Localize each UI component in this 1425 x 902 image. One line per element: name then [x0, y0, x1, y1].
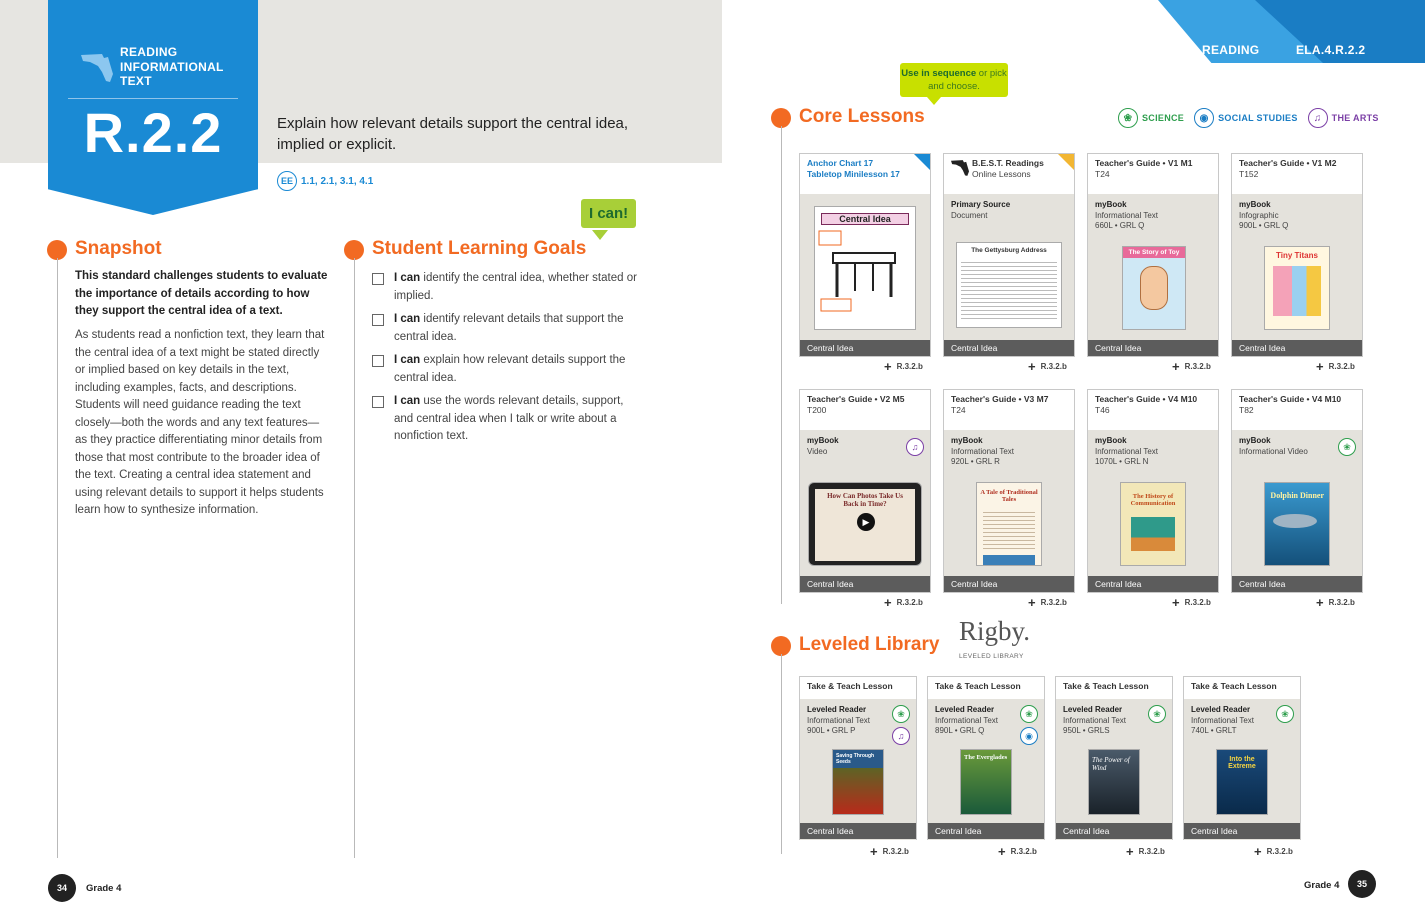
- core-title: Core Lessons: [799, 106, 925, 127]
- legend-arts: ♫ THE ARTS: [1308, 108, 1379, 128]
- card-body: Leveled Reader Informational Text 890L • GRL Q ❀ ◉ The Everglades: [928, 699, 1044, 840]
- card-body: Leveled Reader Informational Text 740L • GRLT ❀ Into the Extreme: [1184, 699, 1300, 840]
- card-title: Teacher's Guide • V4 M10: [1239, 394, 1342, 404]
- page-number: 35: [1348, 870, 1376, 898]
- science-icon: ❀: [1118, 108, 1138, 128]
- card-title: Take & Teach Lesson: [1191, 681, 1277, 691]
- book-thumbnail: A Tale of Traditional Tales: [976, 482, 1042, 566]
- book-thumbnail: Saving Through Seeds: [832, 749, 884, 815]
- card-title: Teacher's Guide • V1 M2: [1239, 158, 1337, 168]
- book-thumbnail: The History of Communication: [1120, 482, 1186, 566]
- grade-label: Grade 4: [1304, 880, 1340, 891]
- anchor-chart-thumbnail: Central Idea: [814, 206, 916, 330]
- card-body: [800, 194, 930, 341]
- card-body: myBook Informational Text 920L • GRL R A Tale of Traditional Tales: [944, 430, 1074, 577]
- document-thumbnail: The Gettysburg Address: [956, 242, 1062, 328]
- sequence-tip: Use in sequence or pick and choose.: [900, 63, 1008, 97]
- book-thumbnail: The Power of Wind: [1088, 749, 1140, 815]
- card-subtitle: Online Lessons: [972, 169, 1031, 179]
- goal-checkbox[interactable]: [372, 355, 384, 367]
- goals-list: [372, 270, 637, 446]
- card-standard: + R.3.2.b: [884, 595, 923, 610]
- snapshot-title: Snapshot: [75, 238, 162, 259]
- card-skill: Central Idea: [1232, 576, 1362, 592]
- arts-icon: ♫: [906, 438, 924, 456]
- card-standard: + R.3.2.b: [870, 844, 909, 859]
- card-skill: Central Idea: [800, 340, 930, 356]
- goal-text: I can identify relevant details that support the central idea.: [394, 313, 624, 343]
- sequence-tip-tail: [927, 97, 941, 105]
- i-can-badge-tail: [592, 230, 608, 240]
- card-title: Teacher's Guide • V1 M1: [1095, 158, 1193, 168]
- card-title: Teacher's Guide • V3 M7: [951, 394, 1049, 404]
- ee-badge: EE: [277, 171, 297, 191]
- card-title: Anchor Chart 17: [807, 158, 874, 168]
- card-standard: + R.3.2.b: [1028, 595, 1067, 610]
- science-icon: ❀: [1020, 705, 1038, 723]
- card-skill: Central Idea: [1184, 823, 1300, 839]
- lesson-card[interactable]: [1231, 389, 1363, 593]
- lesson-card[interactable]: [1087, 153, 1219, 357]
- lesson-card[interactable]: [1231, 153, 1363, 357]
- card-subtitle: T200: [807, 405, 827, 415]
- social-studies-icon: ◉: [1020, 727, 1038, 745]
- rigby-logo: Rigby.: [959, 616, 1031, 646]
- card-body: Leveled Reader Informational Text 900L • GRL P ❀ ♫ Saving Through Seeds: [800, 699, 916, 840]
- goal-checkbox[interactable]: [372, 396, 384, 408]
- leveled-card[interactable]: [927, 676, 1045, 840]
- leveled-title: Leveled Library: [799, 634, 940, 655]
- card-standard: + R.3.2.b: [884, 359, 923, 374]
- science-icon: ❀: [1276, 705, 1294, 723]
- card-skill: Central Idea: [944, 576, 1074, 592]
- goal-item: [372, 393, 637, 446]
- florida-map-icon: [950, 159, 970, 177]
- goal-text: I can use the words relevant details, support, and central idea when I talk or write about a nonfiction text.: [394, 395, 624, 442]
- ee-refs: 1.1, 2.1, 3.1, 4.1: [301, 175, 374, 187]
- card-subtitle: T152: [1239, 169, 1259, 179]
- card-title: Teacher's Guide • V4 M10: [1095, 394, 1198, 404]
- snapshot-rule: [57, 258, 58, 858]
- snapshot-body: As students read a nonfiction text, they learn that the central idea of a text might be stated directly or implied based on key details in the text, including examples, facts, and descriptions. Students will need guidance reading the text closely—both the words and any text features—as they practice differentiating minor details from those that most contribute to the broader idea of the text. Creating a central idea statement and using relevant details to support it helps students learn how to synthesize information.: [75, 329, 325, 516]
- leveled-rule: [781, 654, 782, 854]
- card-skill: Central Idea: [1088, 576, 1218, 592]
- goals-rule: [354, 258, 355, 858]
- lesson-card[interactable]: [943, 153, 1075, 357]
- play-icon[interactable]: ▶: [857, 513, 875, 531]
- card-title: Teacher's Guide • V2 M5: [807, 394, 905, 404]
- science-icon: ❀: [1148, 705, 1166, 723]
- corner-badge: [914, 154, 930, 170]
- tab-divider: [68, 98, 238, 99]
- leveled-card[interactable]: [1183, 676, 1301, 840]
- card-subtitle: T24: [1095, 169, 1110, 179]
- goal-text: I can identify the central idea, whether stated or implied.: [394, 272, 637, 302]
- lesson-card[interactable]: [943, 389, 1075, 593]
- book-thumbnail: The Story of Toy: [1122, 246, 1186, 330]
- card-skill: Central Idea: [800, 576, 930, 592]
- card-body: myBook Informational Text 1070L • GRL N The History of Communication: [1088, 430, 1218, 577]
- video-thumbnail[interactable]: How Can Photos Take Us Back in Time? ▶: [808, 482, 922, 566]
- leveled-marker: [771, 636, 791, 656]
- goal-checkbox[interactable]: [372, 314, 384, 326]
- top-code: ELA.4.R.2.2: [1296, 43, 1366, 57]
- card-subtitle: T82: [1239, 405, 1254, 415]
- card-skill: Central Idea: [800, 823, 916, 839]
- arts-icon: ♫: [1308, 108, 1328, 128]
- book-thumbnail: The Everglades: [960, 749, 1012, 815]
- goal-checkbox[interactable]: [372, 273, 384, 285]
- card-skill: Central Idea: [1056, 823, 1172, 839]
- card-body: Leveled Reader Informational Text 950L • GRLS ❀ The Power of Wind: [1056, 699, 1172, 840]
- card-standard: + R.3.2.b: [1028, 359, 1067, 374]
- card-standard: + R.3.2.b: [1126, 844, 1165, 859]
- i-can-badge: I can!: [581, 199, 636, 228]
- goals-title: Student Learning Goals: [372, 238, 587, 259]
- standard-description: Explain how relevant details support the central idea, implied or explicit.: [277, 115, 629, 153]
- science-icon: ❀: [892, 705, 910, 723]
- social-studies-icon: ◉: [1194, 108, 1214, 128]
- arts-icon: ♫: [892, 727, 910, 745]
- lesson-card[interactable]: [1087, 389, 1219, 593]
- goal-item: [372, 352, 637, 387]
- card-subtitle: T46: [1095, 405, 1110, 415]
- card-body: myBook Infographic 900L • GRL Q Tiny Titans: [1232, 194, 1362, 341]
- card-standard: + R.3.2.b: [1172, 595, 1211, 610]
- goal-text: I can explain how relevant details support the central idea.: [394, 354, 626, 384]
- legend-social-studies: ◉ SOCIAL STUDIES: [1194, 108, 1298, 128]
- page-number: 34: [48, 874, 76, 902]
- top-strand: READING: [1202, 43, 1260, 57]
- card-skill: Central Idea: [1088, 340, 1218, 356]
- core-marker: [771, 108, 791, 128]
- snapshot-lead: This standard challenges students to evaluate the importance of details according to how they support the central idea of a text.: [75, 270, 328, 317]
- snapshot-marker: [47, 240, 67, 260]
- standard-code: R.2.2: [83, 101, 223, 164]
- florida-map-icon: [80, 52, 114, 84]
- goals-marker: [344, 240, 364, 260]
- card-skill: Central Idea: [944, 340, 1074, 356]
- leveled-card[interactable]: [1055, 676, 1173, 840]
- rigby-subtitle: LEVELED LIBRARY: [959, 653, 1024, 660]
- goal-item: [372, 270, 637, 305]
- card-subtitle: T24: [951, 405, 966, 415]
- legend-science: ❀ SCIENCE: [1118, 108, 1184, 128]
- goal-item: [372, 311, 637, 346]
- card-title: Take & Teach Lesson: [935, 681, 1021, 691]
- core-rule: [781, 126, 782, 604]
- card-title: Take & Teach Lesson: [1063, 681, 1149, 691]
- strand-label: READING INFORMATIONAL TEXT: [120, 45, 224, 88]
- card-title: Take & Teach Lesson: [807, 681, 893, 691]
- card-standard: + R.3.2.b: [1254, 844, 1293, 859]
- infographic-thumbnail: Tiny Titans: [1264, 246, 1330, 330]
- card-body: myBook Informational Video ❀ Dolphin Dinner: [1232, 430, 1362, 577]
- lesson-card[interactable]: [799, 153, 931, 357]
- table-icon: [815, 225, 915, 315]
- card-body: myBook Video ♫ How Can Photos Take Us Back in Time? ▶: [800, 430, 930, 577]
- corner-badge: [1058, 154, 1074, 170]
- card-standard: + R.3.2.b: [1316, 359, 1355, 374]
- card-body: myBook Informational Text 660L • GRL Q The Story of Toy: [1088, 194, 1218, 341]
- card-standard: + R.3.2.b: [1316, 595, 1355, 610]
- leveled-card[interactable]: [799, 676, 917, 840]
- card-skill: Central Idea: [1232, 340, 1362, 356]
- science-icon: ❀: [1338, 438, 1356, 456]
- grade-label: Grade 4: [86, 883, 122, 894]
- card-standard: + R.3.2.b: [1172, 359, 1211, 374]
- book-thumbnail: Dolphin Dinner: [1264, 482, 1330, 566]
- card-body: Primary Source Document The Gettysburg Address: [944, 194, 1074, 341]
- book-thumbnail: Into the Extreme: [1216, 749, 1268, 815]
- card-subtitle: Tabletop Minilesson 17: [807, 169, 900, 179]
- ee-reference: [277, 171, 373, 191]
- lesson-card[interactable]: [799, 389, 931, 593]
- card-title: B.E.S.T. Readings: [972, 158, 1044, 168]
- subject-legend: [1118, 108, 1379, 128]
- card-standard: + R.3.2.b: [998, 844, 1037, 859]
- card-skill: Central Idea: [928, 823, 1044, 839]
